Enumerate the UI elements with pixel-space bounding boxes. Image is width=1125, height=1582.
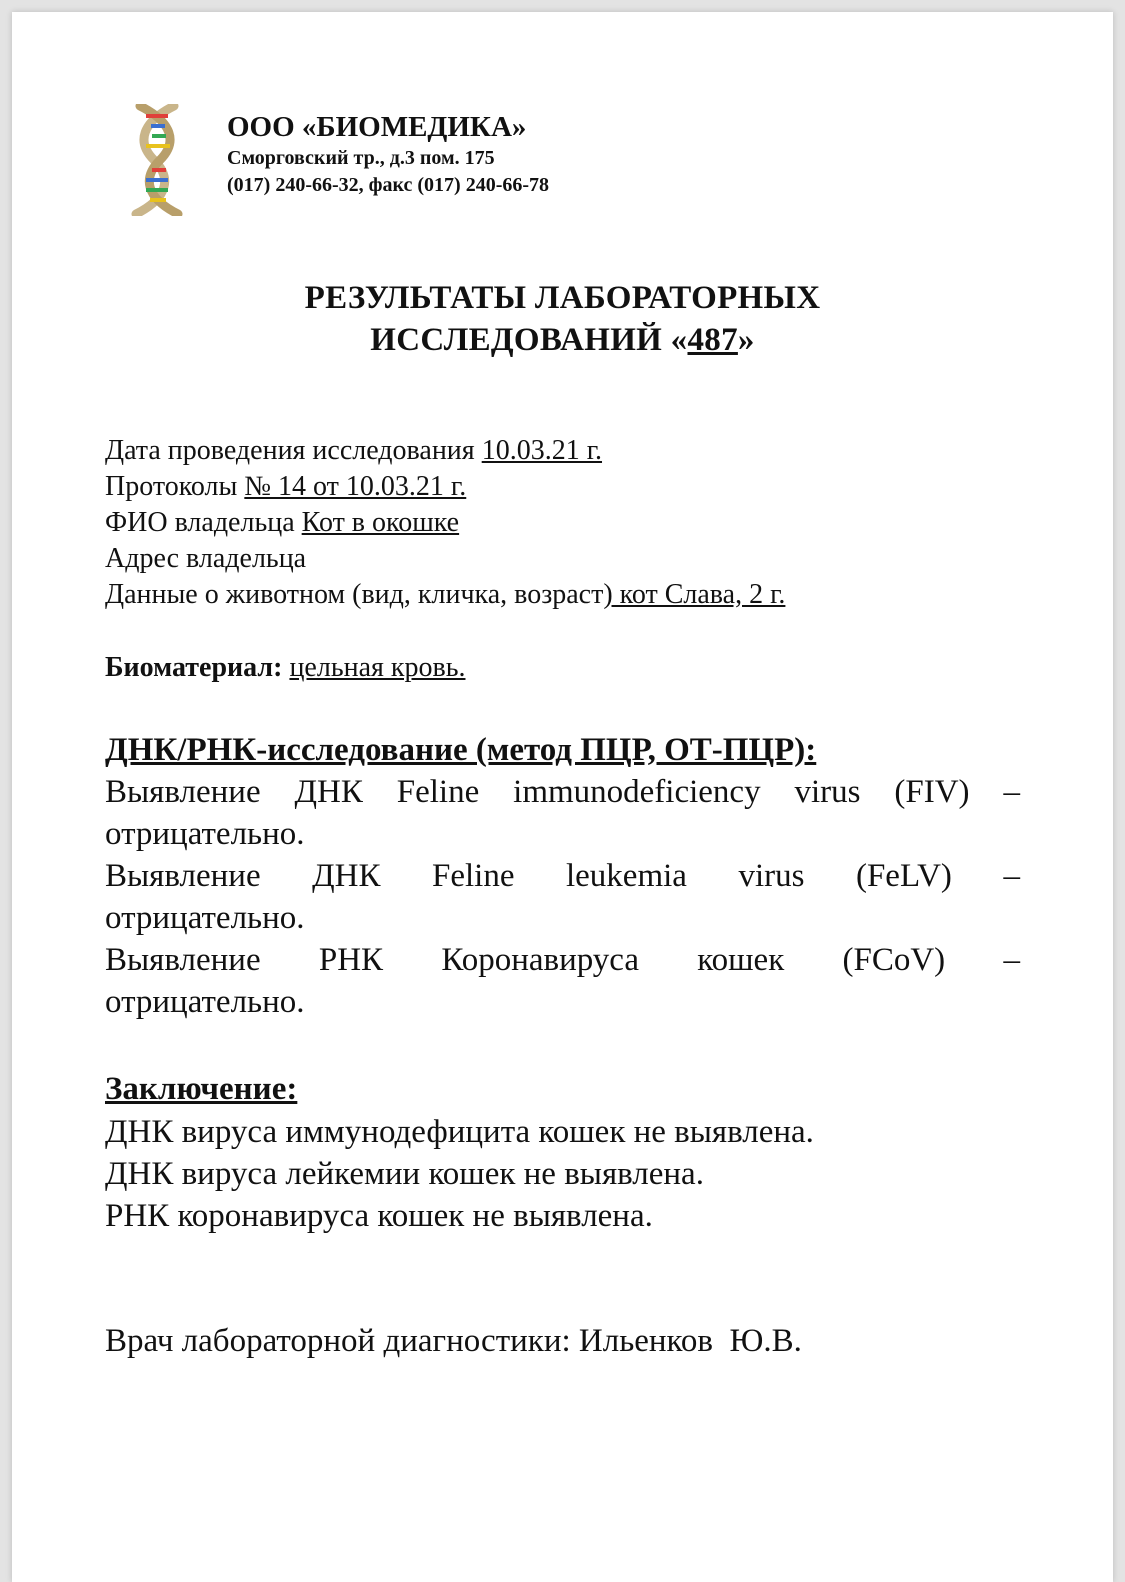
report-number: 487 <box>687 322 738 358</box>
finding-row <box>105 939 1020 981</box>
animal-value: ) кот Слава, 2 г. <box>603 579 786 610</box>
finding-result: отрицательно. <box>105 900 305 936</box>
finding-word: Feline <box>431 858 515 894</box>
finding-result: отрицательно. <box>105 984 305 1020</box>
conclusion-heading: Заключение: <box>105 1071 298 1107</box>
finding-row <box>105 855 1020 897</box>
finding-word: immunodeficiency <box>513 774 761 810</box>
owner-label: ФИО владельца <box>105 507 302 538</box>
org-name: ООО «БИОМЕДИКА» <box>227 111 527 143</box>
date-row <box>105 433 785 469</box>
finding-word: Коронавируса <box>441 942 640 978</box>
animal-label: Данные о животном (вид, кличка, возраст <box>105 579 604 610</box>
owner-row <box>105 505 785 541</box>
owner-address-label: Адрес владельца <box>105 543 307 574</box>
protocol-value: № 14 от 10.03.21 г. <box>244 471 467 502</box>
finding-word: ДНК <box>294 774 363 810</box>
doctor-signature-line: Врач лабораторной диагностики: Ильенков Ю.В. <box>105 1323 802 1359</box>
organization-header <box>227 109 549 199</box>
finding-word: – <box>1003 858 1020 894</box>
conclusion-line: РНК коронавируса кошек не выявлена. <box>105 1198 653 1234</box>
conclusion-line: ДНК вируса иммунодефицита кошек не выявлена. <box>105 1114 814 1150</box>
finding-word: ДНК <box>312 858 381 894</box>
finding-word: кошек <box>697 942 785 978</box>
report-meta <box>105 433 785 613</box>
finding-word: Выявление <box>105 942 261 978</box>
owner-value: Кот в окошке <box>301 507 460 538</box>
protocol-row <box>105 469 785 505</box>
title-line-2 <box>0 319 1125 361</box>
finding-word: (FIV) <box>894 774 970 810</box>
findings-list <box>105 771 1020 1023</box>
biomaterial-label: Биоматериал: <box>105 652 283 683</box>
biomaterial-value: цельная кровь. <box>289 652 466 683</box>
conclusion-list <box>105 1111 814 1237</box>
finding-word: (FCoV) <box>842 942 946 978</box>
date-value: 10.03.21 г. <box>481 435 603 466</box>
title-suffix: » <box>737 322 755 358</box>
finding-row <box>105 771 1020 813</box>
finding-word: РНК <box>318 942 384 978</box>
org-phones: (017) 240-66-32, факс (017) 240-66-78 <box>227 174 550 196</box>
protocol-label: Протоколы <box>105 471 245 502</box>
research-heading: ДНК/РНК-исследование (метод ПЦР, ОТ-ПЦР): <box>105 732 817 768</box>
finding-word: Выявление <box>105 774 261 810</box>
finding-word: Выявление <box>105 858 261 894</box>
animal-row <box>105 577 785 613</box>
finding-word: (FeLV) <box>855 858 952 894</box>
org-address: Сморговский тр., д.3 пом. 175 <box>227 147 495 169</box>
finding-result: отрицательно. <box>105 816 305 852</box>
finding-word: – <box>1003 774 1020 810</box>
dna-logo-icon <box>122 104 192 216</box>
conclusion-line: ДНК вируса лейкемии кошек не выявлена. <box>105 1156 704 1192</box>
finding-word: virus <box>738 858 805 894</box>
document-title <box>0 277 1125 361</box>
owner-address-row <box>105 541 785 577</box>
title-prefix: ИССЛЕДОВАНИЙ « <box>370 322 688 358</box>
biomaterial-row <box>105 650 465 686</box>
finding-word: – <box>1003 942 1020 978</box>
finding-word: leukemia <box>565 858 687 894</box>
finding-word: virus <box>794 774 861 810</box>
date-label: Дата проведения исследования <box>105 435 482 466</box>
finding-word: Feline <box>396 774 480 810</box>
title-line-1: РЕЗУЛЬТАТЫ ЛАБОРАТОРНЫХ <box>304 280 821 316</box>
